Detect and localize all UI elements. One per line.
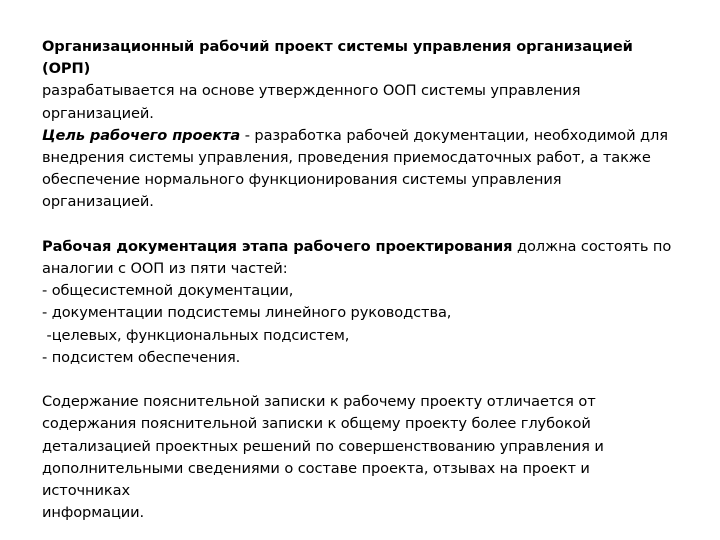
goal-line1 [42, 125, 680, 147]
goal-line2: внедрения системы управления, проведения приемосдаточных работ, а также [42, 149, 651, 167]
paragraph-orp-line2: разрабатывается на основе утвержденного ООП системы управления [42, 82, 581, 100]
list-item: - подсистем обеспечения. [42, 348, 241, 366]
note-line: детализацией проектных решений по совершенствованию управления и [42, 437, 604, 455]
list-item: - документации подсистемы линейного руководства, [42, 304, 452, 322]
goal-label: Цель рабочего проекта [42, 126, 241, 144]
slide-text [42, 36, 680, 524]
note-line: содержания пояснительной записки к общему проекту более глубокой [42, 415, 591, 433]
docs-line2: аналогии с ООП из пяти частей: [42, 260, 288, 278]
list-item: -целевых, функциональных подсистем, [42, 326, 350, 344]
goal-text: - разработка рабочей документации, необходимой для [240, 126, 668, 144]
paragraph-orp-line1 [42, 36, 680, 80]
paragraph-orp-line3: организацией. [42, 104, 154, 122]
note-line: информации. [42, 504, 145, 522]
list-item: - общесистемной документации, [42, 282, 294, 300]
paragraph-spacer [42, 369, 680, 391]
note-line: Содержание пояснительной записки к рабочему проекту отличается от [42, 393, 596, 411]
docs-text: должна состоять по [512, 237, 672, 255]
orp-bold-lead: Организационный рабочий проект системы управления организацией (ОРП) [42, 38, 633, 78]
paragraph-spacer [42, 214, 680, 236]
docs-bold-lead: Рабочая документация этапа рабочего проектирования [42, 237, 513, 255]
docs-line1 [42, 236, 680, 258]
note-line: дополнительными сведениями о составе проекта, отзывах на проект и источниках [42, 459, 590, 500]
goal-line3: обеспечение нормального функционирования системы управления [42, 171, 562, 189]
goal-line4: организацией. [42, 193, 154, 211]
